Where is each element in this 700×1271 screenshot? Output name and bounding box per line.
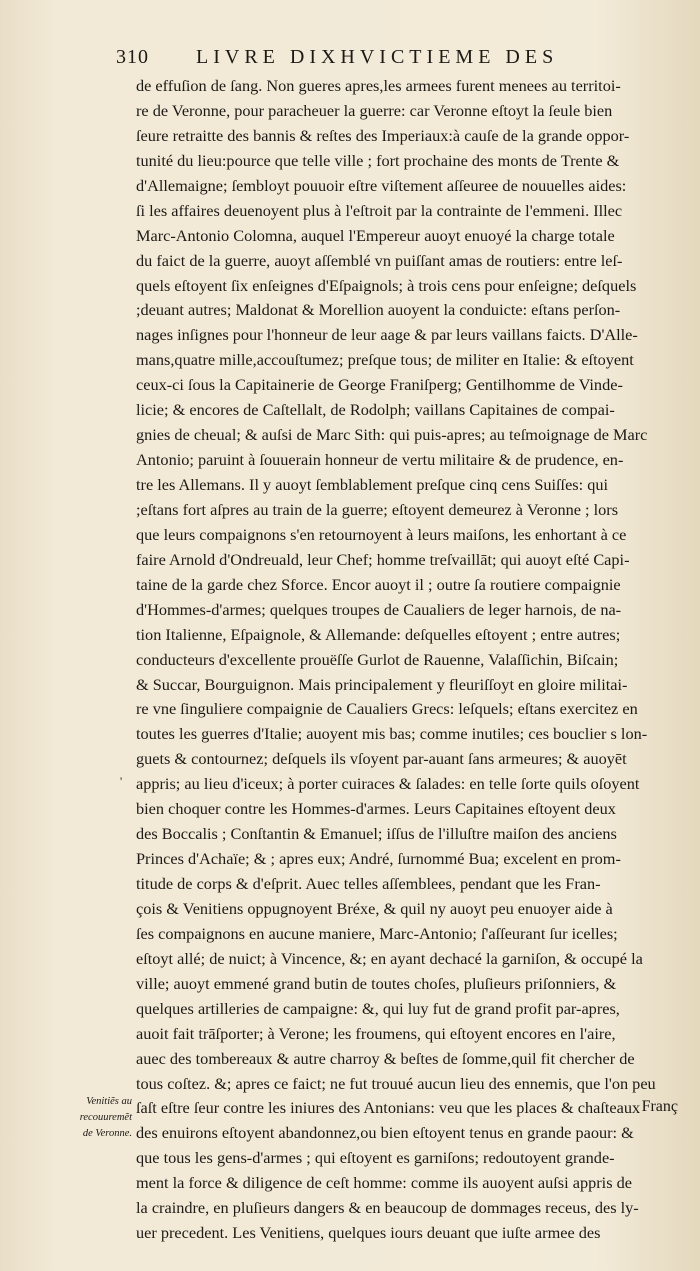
margin-note [58,1094,132,1142]
text-line: auoit fait trāſporter; à Verone; les froumens, qui eſtoyent encores en l'aire, [136,1023,616,1043]
text-line: guets & contournez; deſquels ils vſoyent par-auant ſans armeures; & auoyēt [136,749,627,769]
text-line: ſi les affaires deuenoyent plus à l'eſtroit par la contrainte de l'emmeni. Illec [136,200,623,220]
text-line: bien choquer contre les Hommes-d'armes. Leurs Capitaines eſtoyent deux [136,799,616,819]
text-line: conducteurs d'excellente prouëſſe Gurlot de Rauenne, Valaſſichin, Biſcain; [136,649,619,669]
page-number: 310 [116,46,149,68]
margin-note-line: de Veronne. [82,1128,132,1139]
text-line: tre les Allemans. Il y auoyt ſemblablement preſque cinq cens Suiſſes: qui [136,475,609,494]
text-line: re vne ſinguliere compaignie de Caualiers Grecs: leſquels; eſtans exercitez en [136,699,638,719]
text-line: faire Arnold d'Ondreuald, leur Chef; homme treſvaillāt; qui auoyt eſté Capi- [136,549,630,569]
text-line: çois & Venitiens oppugnoyent Bréxe, & quil ny auoyt peu enuoyer aide à [136,898,613,918]
text-line: & Succar, Bourguignon. Mais principalement y fleuriſſoyt en gloire militai- [136,674,628,694]
body-text [136,74,684,1246]
text-line: nages inſignes pour l'honneur de leur aage & par leurs vaillans faicts. D'Alle- [136,325,638,345]
text-line: ;eſtans fort aſpres au train de la guerre; eſtoyent demeurez à Veronne ; lors [136,499,619,519]
text-line: que tous les gens-d'armes ; qui eſtoyent es garniſons; redoutoyent grande- [136,1148,615,1168]
text-line: licie; & encores de Caſtellalt, de Rodolph; vaillans Capitaines de compai- [136,400,615,420]
text-line: ment la force & diligence de ceſt homme: comme ils auoyent auſsi appris de [136,1173,632,1193]
text-line: ceux-ci ſous la Capitainerie de George Franiſperg; Gentilhomme de Vinde- [136,375,623,395]
text-line: ſes compaignons en aucune maniere, Marc-Antonio; ſ'aſſeurant ſur icelles; [136,923,618,943]
text-line: que leurs compaignons s'en retournoyent à leurs maiſons, les enhortant à ce [136,524,627,544]
text-line: titude de corps & d'eſprit. Auec telles aſſemblees, pendant que les Fran- [136,874,601,893]
text-line: uer precedent. Les Venitiens, quelques iours deuant que iuſte armee des [136,1223,601,1243]
text-line: ;deuant autres; Maldonat & Morellion auoyent la conduicte: eſtans perſon- [136,300,621,320]
text-line: d'Allemaigne; ſembloyt pouuoir eſtre viſtement aſſeuree de nouuelles aides: [136,175,627,195]
text-line: de effuſion de ſang. Non gueres apres,les armees furent menees au territoi- [136,76,621,95]
text-line: ſeure retraitte des bannis & reſtes des Imperiaux:à cauſe de la grande oppor- [136,125,630,145]
text-line: des enuirons eſtoyent abandonnez,ou bien eſtoyent tenus en grande paour: & [136,1123,634,1143]
text-line: toutes les guerres d'Italie; auoyent mis bas; comme inutiles; ces bouclier s lon- [136,724,648,744]
text-line: d'Hommes-d'armes; quelques troupes de Caualiers de leger harnois, de na- [136,599,622,619]
text-line: ville; auoyt emmené grand butin de toutes choſes, pluſieurs priſonniers, & [136,973,617,993]
text-line: ſaſt eſtre ſeur contre les iniures des Antonians: veu que les places & chaſteaux [136,1098,641,1118]
text-line: tunité du lieu:pource que telle ville ; fort prochaine des monts de Trente & [136,150,620,170]
text-line: quelques artilleries de campaigne: &, qui luy fut de grand profit par-apres, [136,998,620,1018]
text-line: Antonio; paruint à ſouuerain honneur de vertu militaire & de prudence, en- [136,450,624,470]
text-line: eſtoyt allé; de nuict; à Vincence, &; en ayant dechacé la garniſon, & occupé la [136,948,643,968]
text-line: quels eſtoyent ſix enſeignes d'Eſpaignols; à trois cens pour enſeigne; deſquels [136,275,637,295]
text-line: la craindre, en pluſieurs dangers & en beaucoup de dommages receus, des ly- [136,1198,639,1218]
running-head: LIVRE DIXHVICTIEME DES [196,46,559,68]
text-line: gnies de cheual; & auſsi de Marc Sith: qui puis-apres; au teſmoignage de Marc [136,425,648,445]
text-line: du faict de la guerre, auoyt aſſemblé vn puiſſant amas de routiers: entre leſ- [136,250,623,270]
margin-note-line: recouuremẽt [79,1112,132,1123]
margin-note-line: Venitiẽs au [86,1096,132,1107]
text-line: taine de la garde chez Sforce. Encor auoyt il ; outre ſa routiere compaignie [136,574,621,594]
text-line: re de Veronne, pour paracheuer la guerre: car Veronne eſtoyt la ſeule bien [136,100,613,120]
text-line: Princes d'Achaïe; & ; apres eux; André, ſurnommé Bua; excelent en prom- [136,849,621,869]
text-line: mans,quatre mille,accouſtumez; preſque tous; de militer en Italie: & eſtoyent [136,350,634,370]
text-line: des Boccalis ; Conſtantin & Emanuel; iſſus de l'illuſtre maiſon des anciens [136,824,617,844]
text-line: auec des tombereaux & autre charroy & beſtes de ſomme,quil fit chercher de [136,1048,635,1068]
text-line: tion Italienne, Eſpaignole, & Allemande: deſquelles eſtoyent ; entre autres; [136,624,621,644]
catchword: Franç [641,1098,678,1115]
text-line: Marc-Antonio Colomna, auquel l'Empereur auoyt enuoyé la charge totale [136,225,615,245]
text-line: tous coſtez. &; apres ce faict; ne fut trouué aucun lieu des ennemis, que l'on peu [136,1073,656,1093]
text-line: appris; au lieu d'iceux; à porter cuiraces & ſalades: en telle ſorte quils oſoyent [136,774,640,794]
margin-marker: ' [120,774,123,788]
